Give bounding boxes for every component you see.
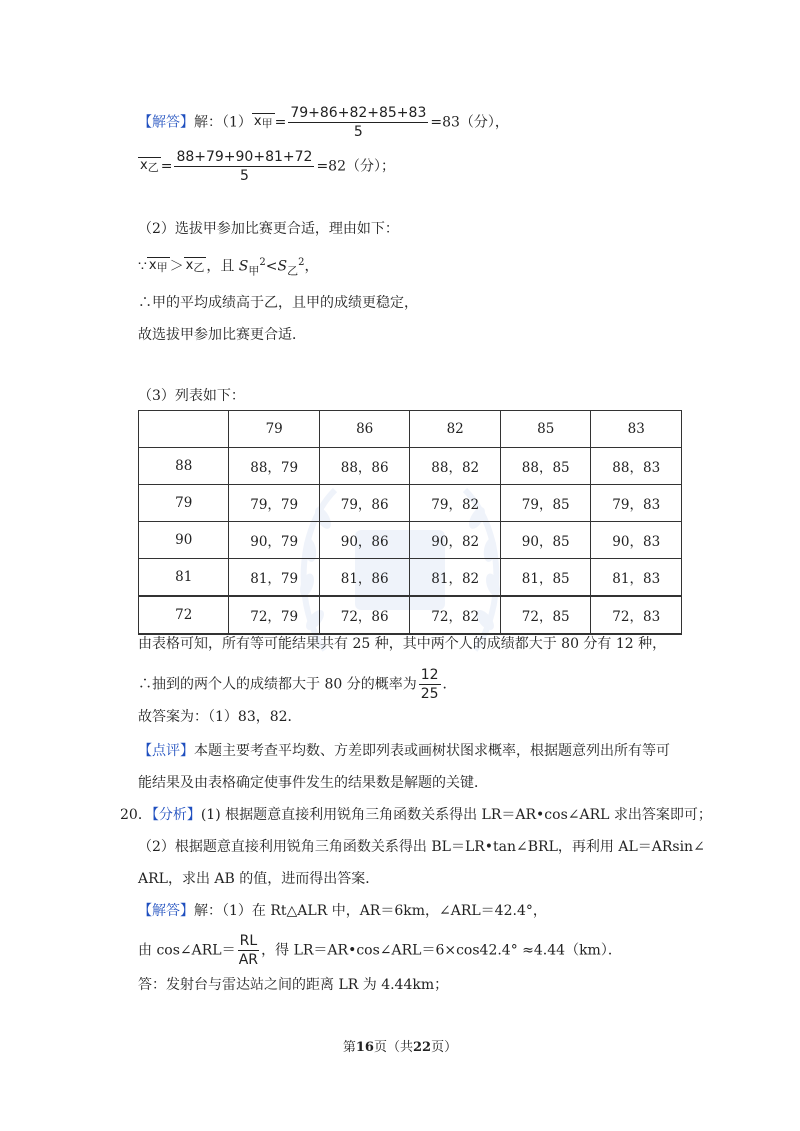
table-row-header-cell: 79 <box>139 485 229 522</box>
table-cell: 81，82 <box>410 559 501 597</box>
table-cell: 81，86 <box>319 559 410 597</box>
part2-conclusion: 故选拔甲参加比赛更合适． <box>138 327 306 343</box>
part3-summary: 由表格可知，所有等可能结果共有 25 种，其中两个人的成绩都大于 80 分有 12 种， <box>138 636 667 652</box>
page-number: 16 <box>355 1040 374 1055</box>
table-cell: 79，79 <box>229 485 320 522</box>
table-cell: 72，79 <box>229 596 320 634</box>
table-cell: 79，82 <box>410 485 501 522</box>
table-cell: 90，85 <box>500 522 591 559</box>
table-cell: 72，82 <box>410 596 501 634</box>
answer1-prefix: 解：（1） <box>194 114 252 131</box>
outcome-table <box>138 410 682 635</box>
table-cell: 79，86 <box>319 485 410 522</box>
table-header-cell: 85 <box>500 411 591 448</box>
mean-yi-fraction: $\frac{88+79+90+81+72}{5}$ <box>176 149 313 184</box>
table-cell: 81，85 <box>500 559 591 597</box>
table-header-cell: 86 <box>319 411 410 448</box>
table-cell: 72，83 <box>591 596 682 634</box>
cos-fraction: $\frac{RL}{AR}$ <box>238 933 259 968</box>
table-cell: 88，83 <box>591 448 682 485</box>
page-footer: 第16页（共22页） <box>342 1040 458 1055</box>
comment-tag: 【点评】 <box>138 743 194 759</box>
answer-tag-2: 【解答】 <box>138 903 194 919</box>
table-header-cell: 83 <box>591 411 682 448</box>
table-row-header-cell: 88 <box>139 448 229 485</box>
table-row-header-cell: 81 <box>139 559 229 597</box>
q20-analysis-line1: 20．【分析】(1) 根据题意直接利用锐角三角函数关系得出 LR＝AR•cos∠ARL 求出答案即可； <box>120 807 712 823</box>
table-row <box>139 485 682 522</box>
table-cell: 72，86 <box>319 596 410 634</box>
mean-jia-fraction: $\frac{79+86+82+85+83}{5}$ <box>290 105 427 140</box>
page-total: 22 <box>413 1040 432 1055</box>
probability-fraction: $\frac{12}{25}$ <box>420 667 439 702</box>
q20-answer-line1: 【解答】解：（1）在 Rt△ALR 中，AR＝6km，∠ARL＝42.4°， <box>138 903 547 919</box>
table-cell: 88，86 <box>319 448 410 485</box>
part3-probability: ∴抽到的两个人的成绩都大于 80 分的概率为 $\frac{12}{25}$ ． <box>138 667 457 702</box>
answer1-line2: $x_乙$ = $\frac{88+79+90+81+72}{5}$ =82（分）； <box>140 149 395 184</box>
table-cell: 88，79 <box>229 448 320 485</box>
part2-title: （2）选拔甲参加比赛更合适，理由如下： <box>138 221 399 237</box>
q20-analysis-line3: ARL，求出 AB 的值，进而得出答案． <box>138 871 380 887</box>
mean-jia-symbol: $x_甲$ <box>253 114 273 130</box>
mean-yi-symbol: $x_乙$ <box>140 158 159 174</box>
table-row <box>139 559 682 597</box>
answer-tag: 【解答】 <box>138 114 194 131</box>
comment-line2: 能结果及由表格确定使事件发生的结果数是解题的关键． <box>138 775 488 791</box>
table-cell: 88，85 <box>500 448 591 485</box>
q20-answer-line3: 答：发射台与雷达站之间的距离 LR 为 4.44km； <box>138 977 449 993</box>
table-cell: 90，86 <box>319 522 410 559</box>
table-header-row <box>139 411 682 448</box>
analysis-tag: 【分析】 <box>151 807 201 823</box>
answer1-line1: 【解答】解：（1） $x_甲$ = $\frac{79+86+82+85+83}{5}$ =83（分）， <box>138 105 509 140</box>
table-row <box>139 448 682 485</box>
mean-jia-result: =83（分）， <box>430 114 509 131</box>
table-row-header-cell: 90 <box>139 522 229 559</box>
table-cell: 88，82 <box>410 448 501 485</box>
comment-line1: 【点评】本题主要考查平均数、方差即列表或画树状图求概率，根据题意列出所有等可 <box>138 743 670 759</box>
mean-yi-result: =82（分）； <box>316 158 395 175</box>
table-cell: 90，83 <box>591 522 682 559</box>
table-cell: 81，79 <box>229 559 320 597</box>
part2-therefore: ∴甲的平均成绩高于乙，且甲的成绩更稳定， <box>138 295 418 311</box>
part2-comparison: ∵ $x_甲 > x_乙$ ，且 $S_甲^2<S_乙^2$， <box>138 257 319 278</box>
table-cell: 90，79 <box>229 522 320 559</box>
table-header-cell: 79 <box>229 411 320 448</box>
q20-analysis-line2: （2）根据题意直接利用锐角三角函数关系得出 BL＝LR•tan∠BRL，再利用 AL＝ARsin∠ <box>138 839 705 855</box>
table-header-cell <box>139 411 229 448</box>
mean-jia-symbol-2: $x_甲$ <box>148 258 168 275</box>
table-cell: 79，85 <box>500 485 591 522</box>
mean-yi-symbol-2: $x_乙$ <box>185 258 205 275</box>
table-cell: 72，85 <box>500 596 591 634</box>
q20-answer-line2: 由 cos∠ARL＝ $\frac{RL}{AR}$ ，得 LR＝AR•cos∠ARL＝6×cos42.4° ≈4.44（km）． <box>138 933 622 968</box>
table-row <box>139 596 682 634</box>
table-cell: 79，83 <box>591 485 682 522</box>
table-header-cell: 82 <box>410 411 501 448</box>
table-cell: 90，82 <box>410 522 501 559</box>
part3-title: （3）列表如下： <box>138 388 245 404</box>
final-answer: 故答案为：（1）83，82． <box>138 709 302 725</box>
table-row-header-cell: 72 <box>139 596 229 634</box>
table-row <box>139 522 682 559</box>
table-cell: 81，83 <box>591 559 682 597</box>
